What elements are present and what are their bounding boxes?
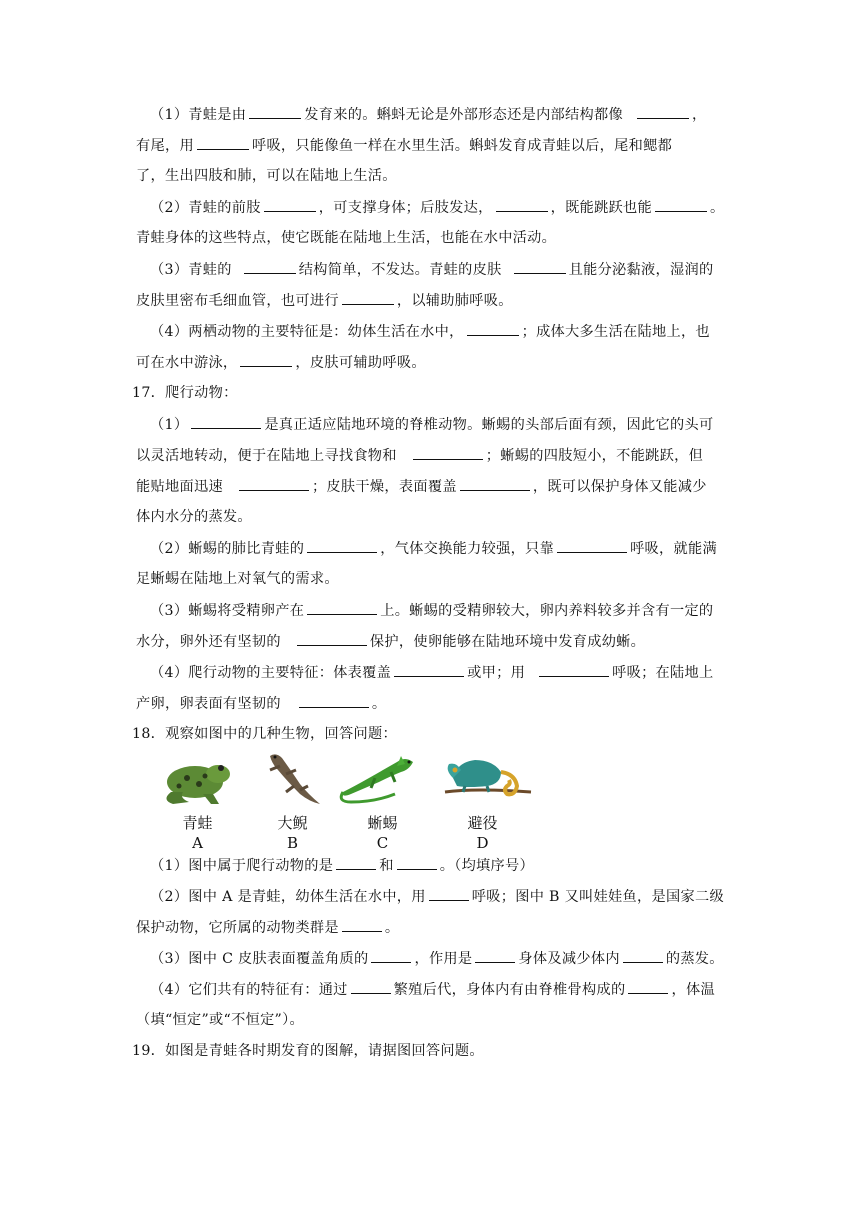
q17-title: [132, 383, 238, 403]
text: 产卵，卵表面有坚韧的: [136, 696, 281, 712]
text: 呼吸，就能满: [630, 541, 717, 557]
text: 和: [379, 858, 394, 874]
animal-name: 青蛙: [182, 814, 213, 832]
q16-p4-line2: [136, 352, 426, 373]
text: 足蜥蜴在陆地上对氧气的需求。: [136, 571, 339, 587]
answer-blank[interactable]: [514, 259, 566, 274]
q17-p4-line2: [136, 693, 386, 714]
text: （4）爬行动物的主要特征：体表覆盖: [150, 665, 392, 681]
answer-blank[interactable]: [336, 855, 376, 870]
text: 。（均填序号）: [439, 858, 535, 874]
text: ，: [692, 107, 707, 123]
q18-title: [132, 724, 397, 744]
text: ，气体交换能力较强，只靠: [380, 541, 555, 557]
answer-blank[interactable]: [413, 445, 483, 460]
q17-p1-line3: [136, 476, 707, 497]
text: 且能分泌黏液，湿润的: [568, 262, 714, 278]
text: 结构简单，不发达。青蛙的皮肤: [298, 262, 502, 278]
q16-p3-line2: [136, 290, 513, 311]
q16-p1-line1: [150, 104, 707, 125]
animal-name: 大鲵: [277, 814, 308, 832]
animal-a: [150, 748, 245, 852]
text: 的蒸发。: [665, 951, 724, 967]
answer-blank[interactable]: [299, 693, 369, 708]
q18-p3-line1: [150, 948, 724, 969]
text: 保护动物，它所属的动物类群是: [136, 920, 339, 936]
text: 身体及减少体内: [518, 951, 620, 967]
text: 可在水中游泳，: [136, 355, 238, 371]
text: （4）两栖动物的主要特征是：幼体生活在水中，: [150, 324, 464, 340]
text: （1）图中属于爬行动物的是: [150, 858, 334, 874]
q17-p1-line2: [136, 445, 703, 466]
answer-blank[interactable]: [249, 104, 301, 119]
answer-blank[interactable]: [460, 476, 530, 491]
answer-blank[interactable]: [240, 352, 292, 367]
animal-name: 避役: [467, 814, 498, 832]
text: 。: [710, 200, 725, 216]
text: ；成体大多生活在陆地上，也: [521, 324, 710, 340]
answer-blank[interactable]: [467, 321, 519, 336]
text: 有尾，用: [136, 138, 194, 154]
q17-p2-line2: [136, 569, 339, 589]
text: 水分，卵外还有坚韧的: [136, 634, 281, 650]
text: ，可支撑身体；后肢发达，: [318, 200, 493, 216]
text: 了，生出四肢和肺，可以在陆地上生活。: [136, 168, 397, 184]
answer-blank[interactable]: [297, 631, 367, 646]
q19-title: [132, 1041, 484, 1061]
text: 以灵活地转动，便于在陆地上寻找食物和: [136, 448, 397, 464]
text: （3）青蛙的: [150, 262, 232, 278]
q17-p2-line1: [150, 538, 717, 559]
text: ，体温: [671, 982, 715, 998]
answer-blank[interactable]: [244, 259, 296, 274]
q17-p1-line1: [150, 414, 713, 435]
q16-p3-line1: [150, 259, 713, 280]
text: 或甲；用: [467, 665, 526, 681]
question-title: 18．观察如图中的几种生物，回答问题：: [132, 726, 397, 742]
answer-blank[interactable]: [342, 917, 382, 932]
answer-blank[interactable]: [637, 104, 689, 119]
answer-blank[interactable]: [397, 855, 437, 870]
answer-blank[interactable]: [307, 538, 377, 553]
answer-blank[interactable]: [197, 135, 249, 150]
q16-p1-line2: [136, 135, 672, 156]
text: （2）青蛙的前肢: [150, 200, 261, 216]
question-title: 19．如图是青蛙各时期发育的图解，请据图回答问题。: [132, 1043, 484, 1059]
text: 是真正适应陆地环境的脊椎动物。蜥蜴的头部后面有颈，因此它的头可: [264, 417, 714, 433]
q18-p4-line2: [136, 1010, 304, 1030]
animal-name: 蜥蜴: [367, 814, 398, 832]
q16-p4-line1: [150, 321, 710, 342]
frog-icon: [153, 748, 243, 808]
q18-p4-line1: [150, 979, 715, 1000]
text: 体内水分的蒸发。: [136, 509, 252, 525]
q17-p1-line4: [136, 507, 252, 527]
animal-b: [245, 748, 340, 852]
text: ；蜥蜴的四肢短小，不能跳跃，但: [485, 448, 704, 464]
answer-blank[interactable]: [191, 414, 261, 429]
q18-p1-line1: [150, 855, 534, 876]
animal-letter: B: [286, 834, 299, 852]
question-title: 17．爬行动物：: [132, 385, 238, 401]
text: ，以辅助肺呼吸。: [396, 293, 513, 309]
text: 繁殖后代，身体内有由脊椎骨构成的: [393, 982, 626, 998]
text: 。: [384, 920, 400, 936]
text: 呼吸；图中 B 又叫娃娃鱼，是国家二级: [471, 889, 724, 905]
text: （1）: [150, 417, 189, 433]
answer-blank[interactable]: [394, 662, 464, 677]
animal-letter: D: [476, 834, 489, 852]
q16-p2-line1: [150, 197, 725, 218]
answer-blank[interactable]: [264, 197, 316, 212]
answer-blank[interactable]: [475, 948, 515, 963]
text: 保护，使卵能够在陆地环境中发育成幼蜥。: [369, 634, 646, 650]
animal-c: [335, 748, 430, 852]
answer-blank[interactable]: [539, 662, 609, 677]
text: （3）蜥蜴将受精卵产在: [150, 603, 305, 619]
text: 皮肤里密布毛细血管，也可进行: [136, 293, 339, 309]
q18-p2-line1: [150, 886, 724, 907]
q18-p2-line2: [136, 917, 399, 938]
text: （4）它们共有的特征有：通过: [150, 982, 348, 998]
answer-blank[interactable]: [371, 948, 411, 963]
q17-p4-line1: [150, 662, 714, 683]
answer-blank[interactable]: [239, 476, 309, 491]
answer-blank[interactable]: [557, 538, 627, 553]
answer-blank[interactable]: [351, 979, 391, 994]
text: 呼吸；在陆地上: [612, 665, 714, 681]
salamander-icon: [248, 748, 338, 808]
answer-blank[interactable]: [307, 600, 377, 615]
text: （2）图中 A 是青蛙，幼体生活在水中，用: [150, 889, 426, 905]
text: ；皮肤干燥，表面覆盖: [311, 479, 457, 495]
text: 青蛙身体的这些特点，使它既能在陆地上生活，也能在水中活动。: [136, 230, 557, 246]
text: （填“恒定”或“不恒定”）。: [136, 1012, 304, 1028]
answer-blank[interactable]: [342, 290, 394, 305]
text: （2）蜥蜴的肺比青蛙的: [150, 541, 305, 557]
q16-p1-line3: [136, 166, 397, 186]
text: 能贴地面迅速: [136, 479, 223, 495]
text: ，既能跳跃也能: [550, 200, 653, 216]
answer-blank[interactable]: [429, 886, 469, 901]
text: 发育来的。蝌蚪无论是外部形态还是内部结构都像: [304, 107, 623, 123]
answer-blank[interactable]: [628, 979, 668, 994]
answer-blank[interactable]: [623, 948, 663, 963]
text: 。: [371, 696, 387, 712]
text: （1）青蛙是由: [150, 107, 247, 123]
text: 上。蜥蜴的受精卵较大，卵内养料较多并含有一定的: [380, 603, 714, 619]
q17-p3-line1: [150, 600, 713, 621]
lizard-icon: [335, 748, 435, 808]
q16-p2-line2: [136, 228, 556, 248]
animal-letter: A: [192, 834, 203, 852]
answer-blank[interactable]: [496, 197, 548, 212]
text: ，皮肤可辅助呼吸。: [295, 355, 426, 371]
text: 呼吸，只能像鱼一样在水里生活。蝌蚪发育成青蛙以后，尾和鳃都: [251, 138, 673, 154]
text: ，既可以保护身体又能减少: [532, 479, 707, 495]
text: （3）图中 C 皮肤表面覆盖角质的: [150, 951, 369, 967]
text: ，作用是: [414, 951, 473, 967]
animal-letter: C: [376, 834, 389, 852]
q17-p3-line2: [136, 631, 645, 652]
chameleon-icon: [435, 748, 535, 808]
animal-d: [435, 748, 530, 852]
answer-blank[interactable]: [655, 197, 707, 212]
